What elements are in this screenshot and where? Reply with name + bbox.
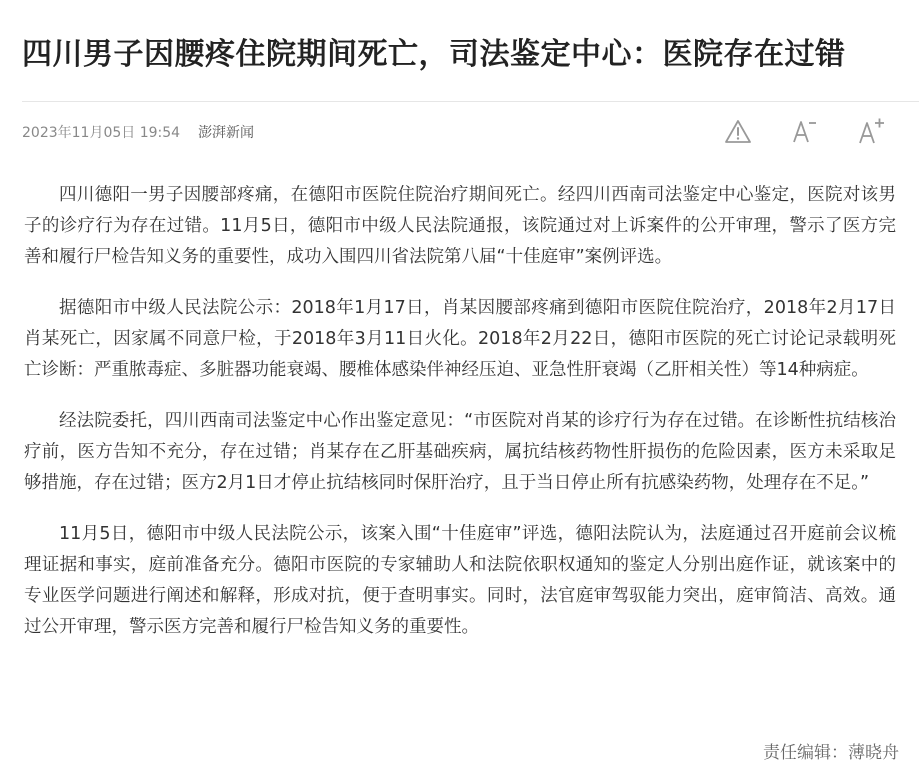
article-body (24, 180, 896, 663)
paragraph: 据德阳市中级人民法院公示：2018年1月17日，肖某因腰部疼痛到德阳市医院住院治疗，2018年2月17日肖某死亡，因家属不同意尸检，于2018年3月11日火化。2018年2月22日，德阳市医院的死亡讨论记录载明死亡诊断：严重脓毒症、多脏器功能衰竭、腰椎体感染伴神经压迫、亚急性肝衰竭（乙肝相关性）等14种病症。 (24, 298, 896, 380)
font-increase-button[interactable] (854, 114, 890, 150)
font-decrease-button[interactable] (786, 114, 822, 150)
article-title: 四川男子因腰疼住院期间死亡，司法鉴定中心：医院存在过错 (22, 37, 846, 72)
font-decrease-icon (786, 114, 822, 150)
title-divider (22, 101, 919, 102)
warning-triangle-icon (720, 114, 756, 150)
paragraph: 11月5日，德阳市中级人民法院公示，该案入围“十佳庭审”评选，德阳法院认为，法庭通过召开庭前会议梳理证据和事实，庭前准备充分。德阳市医院的专家辅助人和法院依职权通知的鉴定人分别出庭作证，就该案中的专业医学问题进行阐述和解释，形成对抗，便于查明事实。同时，法官庭审驾驭能力突出，庭审简洁、高效。通过公开审理，警示医方完善和履行尸检告知义务的重要性。 (24, 524, 896, 637)
paragraph: 四川德阳一男子因腰部疼痛，在德阳市医院住院治疗期间死亡。经四川西南司法鉴定中心鉴定，医院对该男子的诊疗行为存在过错。11月5日，德阳市中级人民法院通报，该院通过对上诉案件的公开审理，警示了医方完善和履行尸检告知义务的重要性，成功入围四川省法院第八届“十佳庭审”案例评选。 (24, 185, 896, 267)
article-toolbar (716, 114, 916, 150)
responsible-editor: 责任编辑：薄晓舟 (763, 743, 899, 763)
source-name[interactable]: 澎湃新闻 (198, 125, 255, 141)
publish-date: 2023年11月05日 19:54 (22, 125, 181, 141)
paragraph: 经法院委托，四川西南司法鉴定中心作出鉴定意见：“市医院对肖某的诊疗行为存在过错。在诊断性抗结核治疗前，医方告知不充分，存在过错；肖某存在乙肝基础疾病，属抗结核药物性肝损伤的危险因素，医方未采取足够措施，存在过错；医方2月1日才停止抗结核同时保肝治疗，且于当日停止所有抗感染药物，处理存在不足。” (24, 411, 896, 493)
report-button[interactable] (720, 114, 756, 150)
article-meta (22, 120, 254, 144)
font-increase-icon (854, 114, 890, 150)
